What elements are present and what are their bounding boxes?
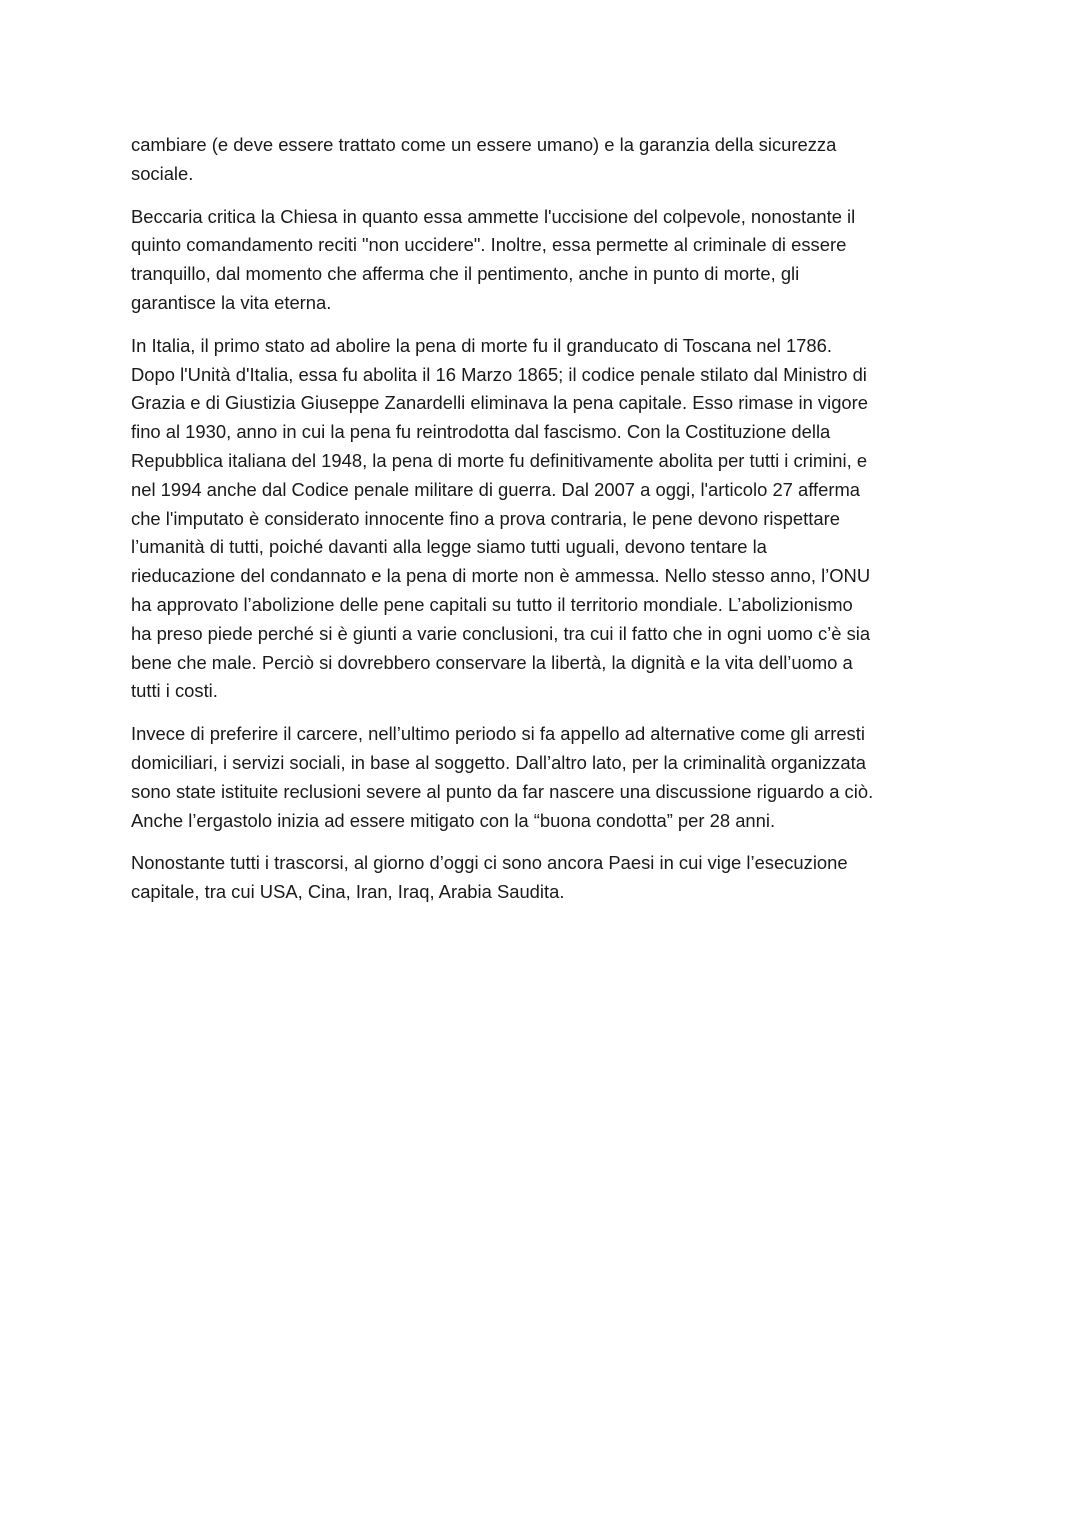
paragraph-5 — [131, 849, 961, 907]
text-line: Beccaria critica la Chiesa in quanto essa ammette l'uccisione del colpevole, nonostante il — [131, 205, 856, 227]
text-line: cambiare (e deve essere trattato come un essere umano) e la garanzia della sicurezza — [131, 134, 837, 155]
paragraph-3 — [131, 332, 961, 706]
text-line: Repubblica italiana del 1948, la pena di morte fu definitivamente abolita per tutti i crimini, e — [131, 449, 868, 471]
text-line: bene che male. Perciò si dovrebbero conservare la libertà, la dignità e la vita dell’uomo a — [131, 651, 853, 673]
paragraph-1 — [131, 131, 961, 189]
text-line: sociale. — [131, 162, 194, 184]
text-line: nel 1994 anche dal Codice penale militare di guerra. Dal 2007 a oggi, l'articolo 27 afferma — [131, 478, 861, 500]
text-line: tranquillo, dal momento che afferma che il pentimento, anche in punto di morte, gli — [131, 263, 800, 285]
text-line: ha approvato l’abolizione delle pene capitali su tutto il territorio mondiale. L’abolizionismo — [131, 593, 853, 615]
text-line: quinto comandamento reciti "non uccidere". Inoltre, essa permette al criminale di essere — [131, 234, 847, 256]
paragraph-2 — [131, 203, 961, 318]
text-line: capitale, tra cui USA, Cina, Iran, Iraq, Arabia Saudita. — [131, 881, 565, 903]
text-line: che l'imputato è considerato innocente fino a prova contraria, le pene devono rispettare — [131, 507, 840, 529]
text-line: Grazia e di Giustizia Giuseppe Zanardelli eliminava la pena capitale. Esso rimase in vigore — [131, 392, 869, 414]
text-line: Dopo l'Unità d'Italia, essa fu abolita il 16 Marzo 1865; il codice penale stilato dal Ministro di — [131, 363, 867, 385]
text-line: domiciliari, i servizi sociali, in base al soggetto. Dall’altro lato, per la criminalità organizzata — [131, 751, 866, 773]
text-line: Invece di preferire il carcere, nell’ultimo periodo si fa appello ad alternative come gli arresti — [131, 723, 865, 745]
text-line: fino al 1930, anno in cui la pena fu reintrodotta dal fascismo. Con la Costituzione della — [131, 421, 831, 443]
text-line: tutti i costi. — [131, 680, 218, 702]
text-line: Nonostante tutti i trascorsi, al giorno d’oggi ci sono ancora Paesi in cui vige l’esecuzione — [131, 852, 848, 874]
document-body — [131, 131, 961, 921]
text-line: rieducazione del condannato e la pena di morte non è ammessa. Nello stesso anno, l’ONU — [131, 565, 871, 587]
text-line: l’umanità di tutti, poiché davanti alla legge siamo tutti uguali, devono tentare la — [131, 536, 767, 558]
text-line: sono state istituite reclusioni severe al punto da far nascere una discussione riguardo a ciò. — [131, 780, 874, 802]
text-line: Anche l’ergastolo inizia ad essere mitigato con la “buona condotta” per 28 anni. — [131, 809, 776, 831]
paragraph-4 — [131, 720, 961, 835]
text-line: garantisce la vita eterna. — [131, 291, 332, 313]
text-line: In Italia, il primo stato ad abolire la pena di morte fu il granducato di Toscana nel 1786. — [131, 334, 832, 356]
text-line: ha preso piede perché si è giunti a varie conclusioni, tra cui il fatto che in ogni uomo c’è sia — [131, 622, 871, 644]
